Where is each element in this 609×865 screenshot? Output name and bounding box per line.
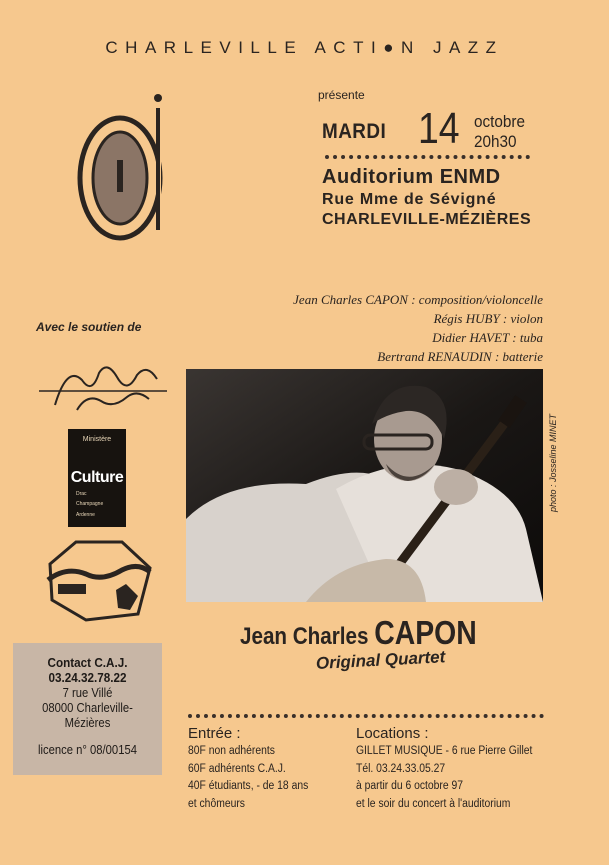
entree-title: Entrée :: [188, 725, 241, 742]
venue-city: CHARLEVILLE-MÉZIÈRES: [322, 211, 532, 228]
caj-logo-icon: [76, 90, 170, 248]
band-subtitle: Original Quartet: [315, 647, 446, 673]
culture-line: Ardenne: [76, 512, 95, 518]
lineup-item: Régis HUBY : violon: [433, 311, 543, 326]
support-intro: Avec le soutien de: [36, 320, 142, 334]
contact-box: [13, 643, 162, 775]
event-month: octobre: [474, 112, 526, 131]
band-name-first: Jean Charles: [240, 623, 375, 650]
contact-licence: licence n° 08/00154: [38, 743, 137, 757]
contact-address-line: 08000 Charleville-: [42, 701, 133, 715]
contact-phone: 03.24.32.78.22: [48, 670, 127, 685]
cellist-photo: [186, 369, 543, 602]
culture-word: Culture: [70, 469, 124, 486]
photo-credit: photo : Josseline MINET: [548, 413, 558, 512]
band-name-last: CAPON: [374, 614, 477, 651]
entree-item: et chômeurs: [188, 797, 245, 810]
locations-item: à partir du 6 octobre 97: [356, 780, 464, 792]
band-name: [240, 614, 477, 652]
entree-item: 80F non adhérents: [188, 745, 275, 757]
lineup-item: Didier HAVET : tuba: [432, 330, 543, 345]
locations-title: Locations :: [356, 725, 429, 742]
organizer-title: CHARLEVILLE ACTI●N JAZZ: [105, 38, 504, 57]
contact-address-line: Mézières: [64, 716, 111, 730]
culture-logo: [68, 429, 126, 527]
contact-title: Contact C.A.J.: [47, 655, 128, 670]
locations-item: Tél. 03.24.33.05.27: [356, 762, 446, 775]
locations-item: et le soir du concert à l'auditorium: [356, 797, 511, 810]
venue-name: Auditorium ENMD: [322, 166, 501, 188]
lineup-item: Bertrand RENAUDIN : batterie: [377, 349, 543, 364]
lineup-list: [293, 290, 543, 366]
ardennes-logo-icon: [46, 540, 152, 622]
culture-ministry: Ministère: [82, 436, 112, 443]
locations-list: [356, 743, 532, 813]
entree-item: 60F adhérents C.A.J.: [188, 762, 286, 775]
venue-street: Rue Mme de Sévigné: [322, 191, 497, 208]
locations-item: GILLET MUSIQUE - 6 rue Pierre Gillet: [356, 745, 533, 757]
event-date-number: 14: [418, 104, 460, 153]
culture-line: Champagne: [76, 501, 104, 507]
dotted-divider: [325, 155, 530, 159]
ville-logo-icon: [37, 355, 169, 415]
lineup-item: Jean Charles CAPON : composition/violoncelle: [293, 292, 543, 307]
entree-list: [188, 743, 308, 813]
entree-item: 40F étudiants, - de 18 ans: [188, 780, 309, 792]
event-day: MARDI: [322, 120, 387, 143]
contact-address-line: 7 rue Villé: [62, 686, 113, 700]
event-time: 20h30: [474, 132, 517, 151]
culture-line: Drac: [76, 491, 87, 497]
presents-label: présente: [318, 88, 365, 102]
dotted-divider: [188, 714, 544, 718]
